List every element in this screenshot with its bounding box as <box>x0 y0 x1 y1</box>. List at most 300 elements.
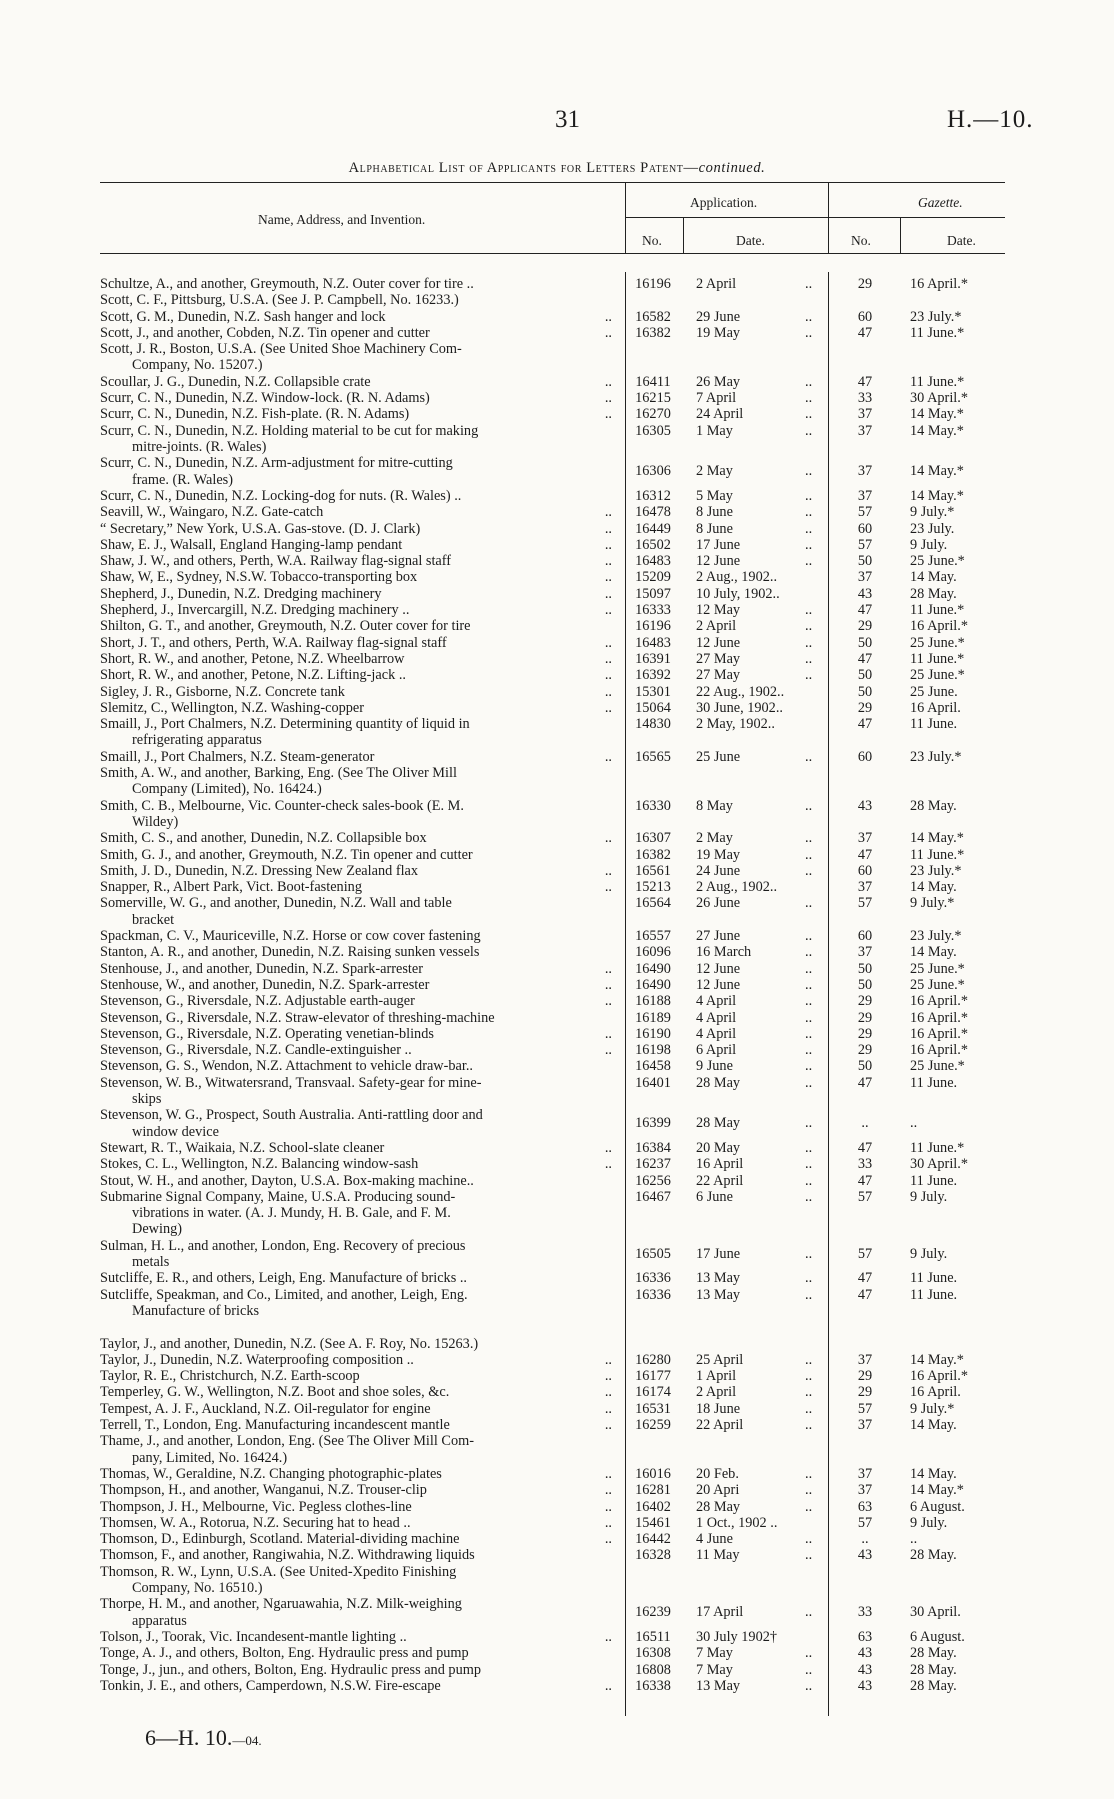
applicant-entry: Sulman, H. L., and another, London, Eng. Recovery of precious <box>100 1237 466 1254</box>
applicant-entry: Stevenson, G., Riversdale, N.Z. Straw-elevator of threshing-machine <box>100 1009 495 1026</box>
applicant-entry: Terrell, T., London, Eng. Manufacturing incandescent mantle <box>100 1417 450 1433</box>
applicant-entry-continued: Company, No. 15207.) <box>132 357 263 374</box>
application-number: 16307 <box>635 830 671 847</box>
table-row <box>0 1466 1114 1482</box>
gazette-date: 16 April.* <box>910 618 968 635</box>
applicant-entry-continued: Company, No. 16510.) <box>132 1579 263 1596</box>
applicant-entry-continued: skips <box>132 1090 162 1107</box>
gazette-number: 29 <box>857 618 873 635</box>
application-date: 8 June <box>696 504 733 521</box>
application-date: 27 May <box>696 650 741 667</box>
application-date: 12 June <box>696 960 741 977</box>
gazette-date: 25 June.* <box>910 553 965 570</box>
leader-dots: .. <box>604 308 612 325</box>
application-date: 12 May <box>696 602 741 618</box>
leader-dots: .. <box>604 569 612 586</box>
application-number: 16391 <box>635 650 671 667</box>
table-row <box>0 341 1114 374</box>
gazette-date: 30 April. <box>910 1604 961 1621</box>
table-row <box>0 1482 1114 1498</box>
applicant-entry: Tonkin, J. E., and others, Camperdown, N.S.W. Fire-escape <box>100 1677 441 1694</box>
leader-dots: .. <box>805 553 813 570</box>
application-date: 30 June, 1902.. <box>696 699 783 716</box>
leader-dots: .. <box>604 650 612 667</box>
gazette-number: 29 <box>857 276 873 292</box>
application-date: 8 May <box>696 797 733 814</box>
applicant-entry: Shaw, W, E., Sydney, N.S.W. Tobacco-transporting box <box>100 569 418 586</box>
leader-dots: .. <box>805 1498 813 1515</box>
application-date: 13 May <box>696 1270 741 1287</box>
gazette-date: 11 June.* <box>910 602 965 618</box>
applicant-entry: Smith, C. B., Melbourne, Vic. Counter-check sales-book (E. M. <box>100 797 464 814</box>
gazette-date: 14 May. <box>910 879 957 896</box>
applicant-entry: Scott, J. R., Boston, U.S.A. (See United Shoe Machinery Com- <box>100 341 462 358</box>
gazette-date: 28 May. <box>910 1661 957 1678</box>
table-row <box>0 765 1114 798</box>
table-row <box>0 1384 1114 1400</box>
leader-dots: .. <box>805 1368 813 1385</box>
application-date: 2 May <box>696 463 733 480</box>
leader-dots: .. <box>604 1628 612 1645</box>
applicant-entry: “ Secretary,” New York, U.S.A. Gas-stove. (D. J. Clark) <box>100 520 421 537</box>
leader-dots: .. <box>604 602 612 618</box>
applicant-entry: Shepherd, J., Invercargill, N.Z. Dredging machinery .. <box>100 602 410 618</box>
application-number: 14830 <box>635 716 671 733</box>
gazette-date: 28 May. <box>910 585 957 602</box>
application-number: 16259 <box>635 1417 671 1433</box>
gazette-number: 33 <box>857 1604 873 1621</box>
gazette-date: 11 June.* <box>910 1139 965 1156</box>
application-date: 27 June <box>696 928 741 944</box>
application-number: 16237 <box>635 1156 671 1173</box>
header-mid-rule <box>625 217 1005 218</box>
table-row <box>0 684 1114 700</box>
table-row <box>0 1140 1114 1156</box>
title-main: Alphabetical List of Applicants for Letters Patent— <box>348 160 699 176</box>
leader-dots: .. <box>805 1465 813 1482</box>
application-date: 2 Aug., 1902.. <box>696 569 778 586</box>
gazette-number: 47 <box>857 1139 873 1156</box>
gazette-number: 50 <box>857 667 873 684</box>
table-row <box>0 798 1114 831</box>
applicant-entry-continued: pany, Limited, No. 16424.) <box>132 1449 288 1466</box>
table-row <box>0 423 1114 456</box>
application-date: 18 June <box>696 1400 741 1417</box>
leader-dots: .. <box>805 487 813 504</box>
gazette-number: 47 <box>857 846 873 863</box>
leader-dots: .. <box>805 895 813 912</box>
leader-dots: .. <box>805 1677 813 1694</box>
header-gaz-no: No. <box>851 233 871 248</box>
gazette-number: 50 <box>857 976 873 993</box>
application-date: 28 May <box>696 1115 741 1132</box>
gazette-number: 57 <box>857 1514 873 1531</box>
gazette-date: 16 April. <box>910 1384 961 1401</box>
application-date: 9 June <box>696 1058 733 1075</box>
applicant-entry: Taylor, R. E., Christchurch, N.Z. Earth-scoop <box>100 1368 360 1385</box>
leader-dots: .. <box>604 1482 612 1499</box>
table-row <box>0 928 1114 944</box>
leader-dots: .. <box>805 520 813 537</box>
application-number: 16561 <box>635 862 671 879</box>
table-row <box>0 749 1114 765</box>
leader-dots: .. <box>805 504 813 521</box>
leader-dots: .. <box>805 373 813 390</box>
table-row <box>0 1075 1114 1108</box>
leader-dots: .. <box>604 1351 612 1368</box>
leader-dots: .. <box>805 928 813 944</box>
leader-dots: .. <box>805 1645 813 1662</box>
leader-dots: .. <box>805 797 813 814</box>
application-number: 16190 <box>635 1025 671 1042</box>
gazette-date: 16 April.* <box>910 1025 968 1042</box>
table-row <box>0 1189 1114 1238</box>
leader-dots: .. <box>805 1074 813 1091</box>
gazette-date: 14 May. <box>910 569 957 586</box>
applicant-entry: Stevenson, W. G., Prospect, South Australia. Anti-rattling door and <box>100 1107 483 1124</box>
gazette-number: 60 <box>857 928 873 944</box>
application-number: 16174 <box>635 1384 671 1401</box>
applicant-entry: Smaill, J., Port Chalmers, N.Z. Steam-generator <box>100 748 375 765</box>
gazette-date: 11 June. <box>910 1270 958 1287</box>
applicant-entry: Scurr, C. N., Dunedin, N.Z. Fish-plate. (R. N. Adams) <box>100 406 410 423</box>
leader-dots: .. <box>805 1139 813 1156</box>
application-number: 16490 <box>635 976 671 993</box>
leader-dots: .. <box>604 1514 612 1531</box>
application-number: 16490 <box>635 960 671 977</box>
application-number: 16328 <box>635 1547 671 1564</box>
gazette-number: 37 <box>857 569 873 586</box>
applicant-entry: Stewart, R. T., Waikaia, N.Z. School-slate cleaner <box>100 1139 385 1156</box>
leader-dots: .. <box>805 667 813 684</box>
application-number: 16382 <box>635 846 671 863</box>
table-row <box>0 830 1114 846</box>
application-date: 20 Feb. <box>696 1465 739 1482</box>
gazette-date: 25 June.* <box>910 976 965 993</box>
application-number: 15461 <box>635 1514 671 1531</box>
application-number: 16531 <box>635 1400 671 1417</box>
applicant-entry-continued: metals <box>132 1253 170 1270</box>
application-date: 8 June <box>696 520 733 537</box>
page-title <box>0 160 1114 177</box>
gazette-number: 57 <box>857 1245 873 1262</box>
table-row <box>0 1058 1114 1074</box>
table-row <box>0 1433 1114 1466</box>
application-number: 16330 <box>635 797 671 814</box>
application-number: 16384 <box>635 1139 671 1156</box>
applicant-entry: Smith, C. S., and another, Dunedin, N.Z. Collapsible box <box>100 830 427 847</box>
gazette-number: 43 <box>857 1645 873 1662</box>
leader-dots: .. <box>604 504 612 521</box>
leader-dots: .. <box>604 879 612 896</box>
gazette-number: 57 <box>857 504 873 521</box>
leader-dots: .. <box>805 830 813 847</box>
applicant-entry: Stevenson, W. B., Witwatersrand, Transvaal. Safety-gear for mine- <box>100 1074 482 1091</box>
gazette-number: 33 <box>857 1156 873 1173</box>
leader-dots: .. <box>604 520 612 537</box>
application-number: 16449 <box>635 520 671 537</box>
application-number: 15209 <box>635 569 671 586</box>
gazette-date: 25 June.* <box>910 634 965 651</box>
gazette-date: 14 May.* <box>910 422 964 439</box>
applicant-entry-continued: mitre-joints. (R. Wales) <box>132 438 267 455</box>
application-number: 16582 <box>635 308 671 325</box>
table-row <box>0 1564 1114 1597</box>
column-divider-application <box>625 182 626 253</box>
gazette-date: 11 June.* <box>910 373 965 390</box>
gazette-number: 37 <box>857 406 873 423</box>
applicant-entry: Scurr, C. N., Dunedin, N.Z. Arm-adjustment for mitre-cutting <box>100 455 453 472</box>
page-number: 31 <box>555 106 580 133</box>
gazette-number: 37 <box>857 1482 873 1499</box>
leader-dots: .. <box>805 1661 813 1678</box>
leader-dots: .. <box>805 976 813 993</box>
table-row <box>0 292 1114 308</box>
applicant-entry: Short, J. T., and others, Perth, W.A. Railway flag-signal staff <box>100 634 447 651</box>
table-row <box>0 618 1114 634</box>
table-row <box>0 406 1114 422</box>
gazette-date: 28 May. <box>910 797 957 814</box>
gazette-number: 57 <box>857 536 873 553</box>
applicant-entry: Sutcliffe, Speakman, and Co., Limited, and another, Leigh, Eng. <box>100 1286 468 1303</box>
table-row <box>0 521 1114 537</box>
applicant-entry: Temperley, G. W., Wellington, N.Z. Boot and shoe soles, &c. <box>100 1384 450 1401</box>
table-row <box>0 1401 1114 1417</box>
applicant-entry: Thompson, H., and another, Wanganui, N.Z. Trouser-clip <box>100 1482 427 1499</box>
table-row <box>0 700 1114 716</box>
leader-dots: .. <box>604 960 612 977</box>
table-row <box>0 325 1114 341</box>
gazette-number: 29 <box>857 1368 873 1385</box>
leader-dots: .. <box>805 308 813 325</box>
application-date: 20 May <box>696 1139 741 1156</box>
gazette-number: 33 <box>857 390 873 407</box>
application-date: 4 April <box>696 1009 737 1026</box>
application-date: 28 May <box>696 1074 741 1091</box>
leader-dots: .. <box>604 406 612 423</box>
table-row <box>0 977 1114 993</box>
table-row <box>0 309 1114 325</box>
table-row <box>0 1270 1114 1286</box>
leader-dots: .. <box>805 1058 813 1075</box>
header-app-no: No. <box>642 233 662 248</box>
applicant-entry: Spackman, C. V., Mauriceville, N.Z. Horse or cow cover fastening <box>100 928 481 944</box>
leader-dots: .. <box>604 993 612 1010</box>
leader-dots: .. <box>604 1677 612 1694</box>
table-row <box>0 863 1114 879</box>
application-number: 16808 <box>635 1661 671 1678</box>
table-row <box>0 390 1114 406</box>
table-row <box>0 455 1114 488</box>
gazette-number: 47 <box>857 1074 873 1091</box>
applicant-entry: Thomsen, W. A., Rotorua, N.Z. Securing hat to head .. <box>100 1514 411 1531</box>
leader-dots: .. <box>604 634 612 651</box>
table-row <box>0 1531 1114 1547</box>
title-continued: continued. <box>698 160 766 176</box>
gazette-number: 57 <box>857 1400 873 1417</box>
applicant-entry: Tonge, A. J., and others, Bolton, Eng. Hydraulic press and pump <box>100 1645 469 1662</box>
table-row <box>0 488 1114 504</box>
applicant-entry: Smith, J. D., Dunedin, N.Z. Dressing New Zealand flax <box>100 862 419 879</box>
application-number: 16338 <box>635 1677 671 1694</box>
leader-dots: .. <box>604 1384 612 1401</box>
application-number: 15213 <box>635 879 671 896</box>
gazette-date: 23 July. <box>910 520 955 537</box>
gazette-number: 37 <box>857 1417 873 1433</box>
application-date: 26 June <box>696 895 741 912</box>
gazette-number: 37 <box>857 487 873 504</box>
column-divider-gazette <box>828 182 829 253</box>
leader-dots: .. <box>805 1245 813 1262</box>
leader-dots: .. <box>805 1417 813 1433</box>
application-date: 22 April <box>696 1172 744 1189</box>
leader-dots: .. <box>604 1400 612 1417</box>
applicant-entry: Short, R. W., and another, Petone, N.Z. Lifting-jack .. <box>100 667 406 684</box>
gazette-number: 50 <box>857 960 873 977</box>
gazette-number: 60 <box>857 308 873 325</box>
leader-dots: .. <box>805 276 813 292</box>
applicant-entry-continued: window device <box>132 1123 219 1140</box>
leader-dots: .. <box>604 324 612 341</box>
applicant-entry: Sutcliffe, E. R., and others, Leigh, Eng. Manufacture of bricks .. <box>100 1270 467 1287</box>
application-date: 7 May <box>696 1661 733 1678</box>
leader-dots: .. <box>805 1351 813 1368</box>
application-date: 4 April <box>696 1025 737 1042</box>
gazette-date: 30 April.* <box>910 1156 968 1173</box>
application-number: 16333 <box>635 602 671 618</box>
application-date: 25 June <box>696 748 741 765</box>
applicant-entry: Shaw, E. J., Walsall, England Hanging-lamp pendant <box>100 536 403 553</box>
application-date: 30 July 1902† <box>696 1628 778 1645</box>
gazette-number: 47 <box>857 1286 873 1303</box>
applicant-entry: Stout, W. H., and another, Dayton, U.S.A. Box-making machine.. <box>100 1172 474 1189</box>
gazette-number: 47 <box>857 1172 873 1189</box>
application-date: 26 May <box>696 373 741 390</box>
gazette-date: 14 May.* <box>910 463 964 480</box>
applicant-entry: Stevenson, G., Riversdale, N.Z. Candle-extinguisher .. <box>100 1042 412 1059</box>
leader-dots: .. <box>805 463 813 480</box>
application-number: 16306 <box>635 463 671 480</box>
gazette-date: 14 May.* <box>910 830 964 847</box>
applicant-entry: Scurr, C. N., Dunedin, N.Z. Holding material to be cut for making <box>100 422 479 439</box>
application-date: 11 May <box>696 1547 740 1564</box>
gazette-number: 47 <box>857 602 873 618</box>
applicant-entry-continued: Company (Limited), No. 16424.) <box>132 781 322 798</box>
application-date: 16 April <box>696 1156 744 1173</box>
gazette-number: 60 <box>857 748 873 765</box>
leader-dots: .. <box>805 993 813 1010</box>
header-gaz-date: Date. <box>947 233 976 248</box>
leader-dots: .. <box>805 944 813 961</box>
leader-dots: .. <box>805 406 813 423</box>
application-number: 15301 <box>635 683 671 700</box>
leader-dots: .. <box>805 602 813 618</box>
leader-dots: .. <box>604 1498 612 1515</box>
gazette-date: 9 July. <box>910 1245 948 1262</box>
leader-dots: .. <box>604 390 612 407</box>
applicant-entry: Scurr, C. N., Dunedin, N.Z. Locking-dog for nuts. (R. Wales) .. <box>100 487 462 504</box>
gazette-number: 37 <box>857 944 873 961</box>
header-app-date: Date. <box>736 233 765 248</box>
leader-dots: .. <box>604 1042 612 1059</box>
gazette-number: 47 <box>857 1270 873 1287</box>
application-date: 27 May <box>696 667 741 684</box>
applicant-entry: Tonge, J., jun., and others, Bolton, Eng. Hydraulic press and pump <box>100 1661 481 1678</box>
gazette-date: 14 May.* <box>910 1351 964 1368</box>
application-date: 2 Aug., 1902.. <box>696 879 778 896</box>
footer-main: 6—H. 10. <box>145 1725 233 1750</box>
table-row <box>0 276 1114 292</box>
leader-dots: .. <box>805 536 813 553</box>
gazette-number: 37 <box>857 463 873 480</box>
application-date: 12 June <box>696 976 741 993</box>
gazette-date: .. <box>910 1115 918 1132</box>
leader-dots: .. <box>805 1286 813 1303</box>
application-number: 16402 <box>635 1498 671 1515</box>
gazette-date: 11 June. <box>910 716 958 733</box>
application-number: 16196 <box>635 276 671 292</box>
application-date: 17 June <box>696 536 741 553</box>
application-number: 16196 <box>635 618 671 635</box>
application-number: 16557 <box>635 928 671 944</box>
table-row <box>0 1547 1114 1563</box>
gazette-date: 16 April.* <box>910 1042 968 1059</box>
leader-dots: .. <box>604 553 612 570</box>
table-row <box>0 374 1114 390</box>
gazette-date: 14 May. <box>910 944 957 961</box>
application-number: 16256 <box>635 1172 671 1189</box>
gazette-number: 57 <box>857 1188 873 1205</box>
gazette-date: 9 July.* <box>910 895 955 912</box>
gazette-number: 47 <box>857 324 873 341</box>
application-number: 16511 <box>635 1628 671 1645</box>
table-row <box>0 716 1114 749</box>
leader-dots: .. <box>604 699 612 716</box>
applicant-entry: Slemitz, C., Wellington, N.Z. Washing-copper <box>100 699 365 716</box>
gazette-date: 23 July.* <box>910 862 962 879</box>
leader-dots: .. <box>805 1482 813 1499</box>
document-reference: H.—10. <box>947 106 1034 133</box>
gazette-date: 16 April.* <box>910 1009 968 1026</box>
gazette-number: .. <box>861 1531 869 1548</box>
table-row <box>0 1596 1114 1629</box>
application-date: 4 June <box>696 1531 733 1548</box>
application-number: 16336 <box>635 1270 671 1287</box>
table-row <box>0 1107 1114 1140</box>
applicant-entry: Stevenson, G., Riversdale, N.Z. Operating venetian-blinds <box>100 1025 434 1042</box>
application-date: 6 June <box>696 1188 733 1205</box>
application-date: 20 Apri <box>696 1482 740 1499</box>
leader-dots: .. <box>805 1270 813 1287</box>
gazette-date: 25 June.* <box>910 960 965 977</box>
application-number: 16382 <box>635 324 671 341</box>
table-row <box>0 602 1114 618</box>
applicant-entry: Thame, J., and another, London, Eng. (See The Oliver Mill Com- <box>100 1433 474 1450</box>
applicant-entry-continued: Manufacture of bricks <box>132 1302 260 1319</box>
gazette-number: 43 <box>857 585 873 602</box>
gazette-number: 50 <box>857 1058 873 1075</box>
leader-dots: .. <box>805 1400 813 1417</box>
application-number: 15064 <box>635 699 671 716</box>
footer-sub: —04. <box>232 1733 262 1748</box>
gazette-number: 29 <box>857 1025 873 1042</box>
leader-dots: .. <box>805 634 813 651</box>
header-application: Application. <box>690 195 758 210</box>
table-row <box>0 1368 1114 1384</box>
gazette-number: 60 <box>857 520 873 537</box>
applicant-entry: Shilton, G. T., and another, Greymouth, N.Z. Outer cover for tire <box>100 618 471 635</box>
application-number: 16565 <box>635 748 671 765</box>
